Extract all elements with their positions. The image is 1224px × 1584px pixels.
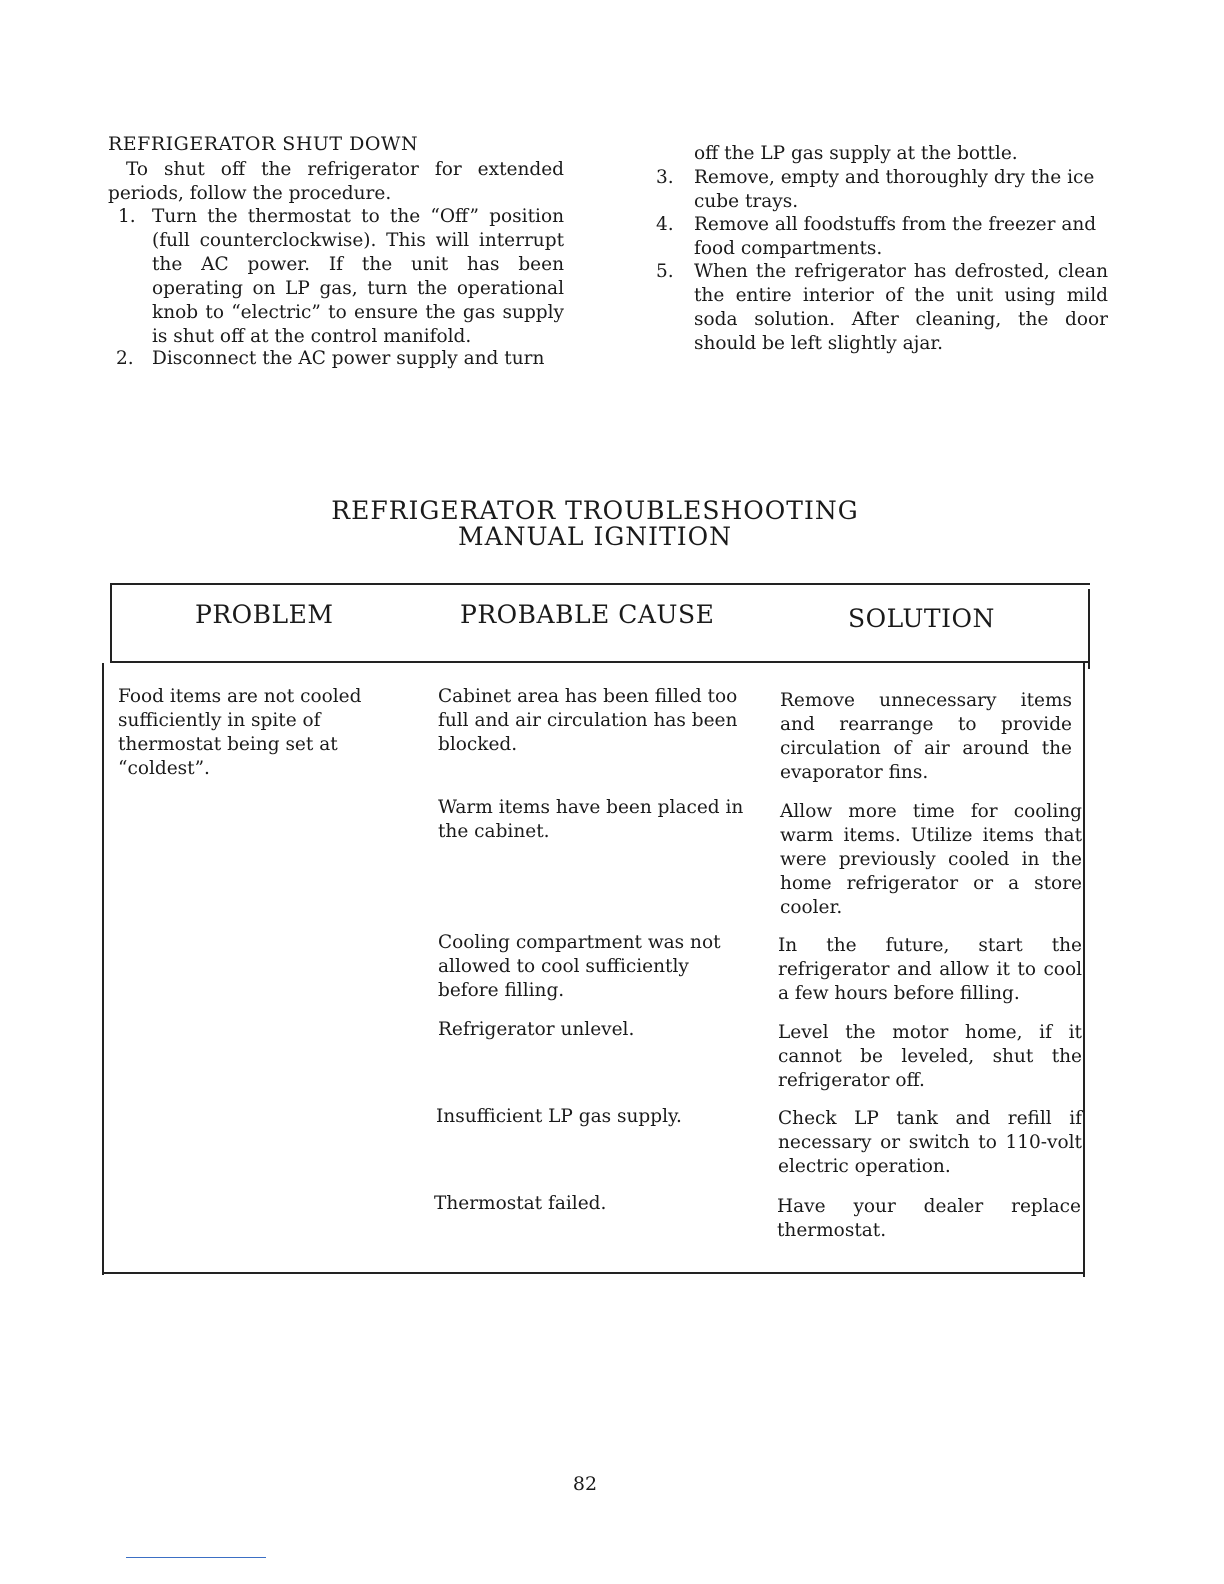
shutdown-step-2-continued: off the LP gas supply at the bottle. <box>694 143 1018 164</box>
page-number: 82 <box>572 1473 598 1495</box>
table-right-border <box>1083 663 1085 1277</box>
troubleshooting-title: REFRIGERATOR TROUBLESHOOTING <box>331 496 859 525</box>
shutdown-step-4 <box>652 213 1108 261</box>
step-number: 5. <box>656 261 674 282</box>
step-number: 2. <box>116 348 134 369</box>
solution-cell: Allow more time for cooling warm items. Utilize items that were previously cooled in the home refrigerator or a store cooler. <box>780 801 1082 918</box>
cause-cell: Warm items have been placed in the cabinet. <box>438 797 744 842</box>
table-bottom-border <box>102 1272 1085 1274</box>
shutdown-heading: REFRIGERATOR SHUT DOWN <box>108 133 419 155</box>
troubleshooting-subtitle: MANUAL IGNITION <box>458 522 732 551</box>
table-left-border <box>102 663 104 1275</box>
step-text: When the refrigerator has defrosted, clean the entire interior of the unit using mild soda solution. After cleaning, the door should be left slightly ajar. <box>694 261 1108 354</box>
step-text: Remove, empty and thoroughly dry the ice cube trays. <box>694 167 1095 212</box>
step-number: 3. <box>656 167 674 188</box>
scan-edge-line <box>126 1557 266 1558</box>
step-text: Disconnect the AC power supply and turn <box>152 348 545 369</box>
table-right-border-top <box>1088 589 1090 669</box>
column-header-problem: PROBLEM <box>195 600 334 629</box>
column-header-solution: SOLUTION <box>848 604 995 633</box>
step-text: Turn the thermostat to the “Off” position (full counterclockwise). This will interrupt the AC power. If the unit has been operating on LP gas, turn the operational knob to “electric” to ensure the gas supply is shut off at the control manifold. <box>152 206 564 347</box>
column-header-probable-cause: PROBABLE CAUSE <box>460 600 715 629</box>
solution-cell: Check LP tank and refill if necessary or switch to 110-volt electric operation. <box>778 1108 1082 1177</box>
header-divider <box>110 661 1090 663</box>
shutdown-step-3 <box>652 166 1108 214</box>
solution-cell: Remove unnecessary items and rearrange to provide circulation of air around the evaporator fins. <box>780 690 1072 783</box>
cause-cell: Thermostat failed. <box>434 1193 607 1214</box>
shutdown-step-5 <box>652 260 1108 356</box>
table-top-border <box>110 583 1090 585</box>
solution-cell: In the future, start the refrigerator and allow it to cool a few hours before filling. <box>778 935 1082 1004</box>
cause-cell: Refrigerator unlevel. <box>438 1019 635 1040</box>
problem-text: Food items are not cooled sufficiently in spite of thermostat being set at “coldest”. <box>118 686 362 779</box>
table-left-border-top <box>110 583 112 663</box>
shutdown-intro: To shut off the refrigerator for extended periods, follow the procedure. <box>108 159 564 204</box>
cause-cell: Cooling compartment was not allowed to cool sufficiently before filling. <box>438 932 721 1001</box>
step-number: 1. <box>118 206 136 227</box>
cause-cell: Cabinet area has been filled too full and air circulation has been blocked. <box>438 686 738 755</box>
cause-cell: Insufficient LP gas supply. <box>436 1106 682 1127</box>
solution-cell: Level the motor home, if it cannot be leveled, shut the refrigerator off. <box>778 1022 1082 1091</box>
shutdown-step-2 <box>108 347 564 371</box>
solution-cell: Have your dealer replace thermostat. <box>777 1196 1081 1241</box>
step-number: 4. <box>656 214 674 235</box>
shutdown-step-1 <box>108 205 564 349</box>
step-text: Remove all foodstuffs from the freezer and food compartments. <box>694 214 1097 259</box>
